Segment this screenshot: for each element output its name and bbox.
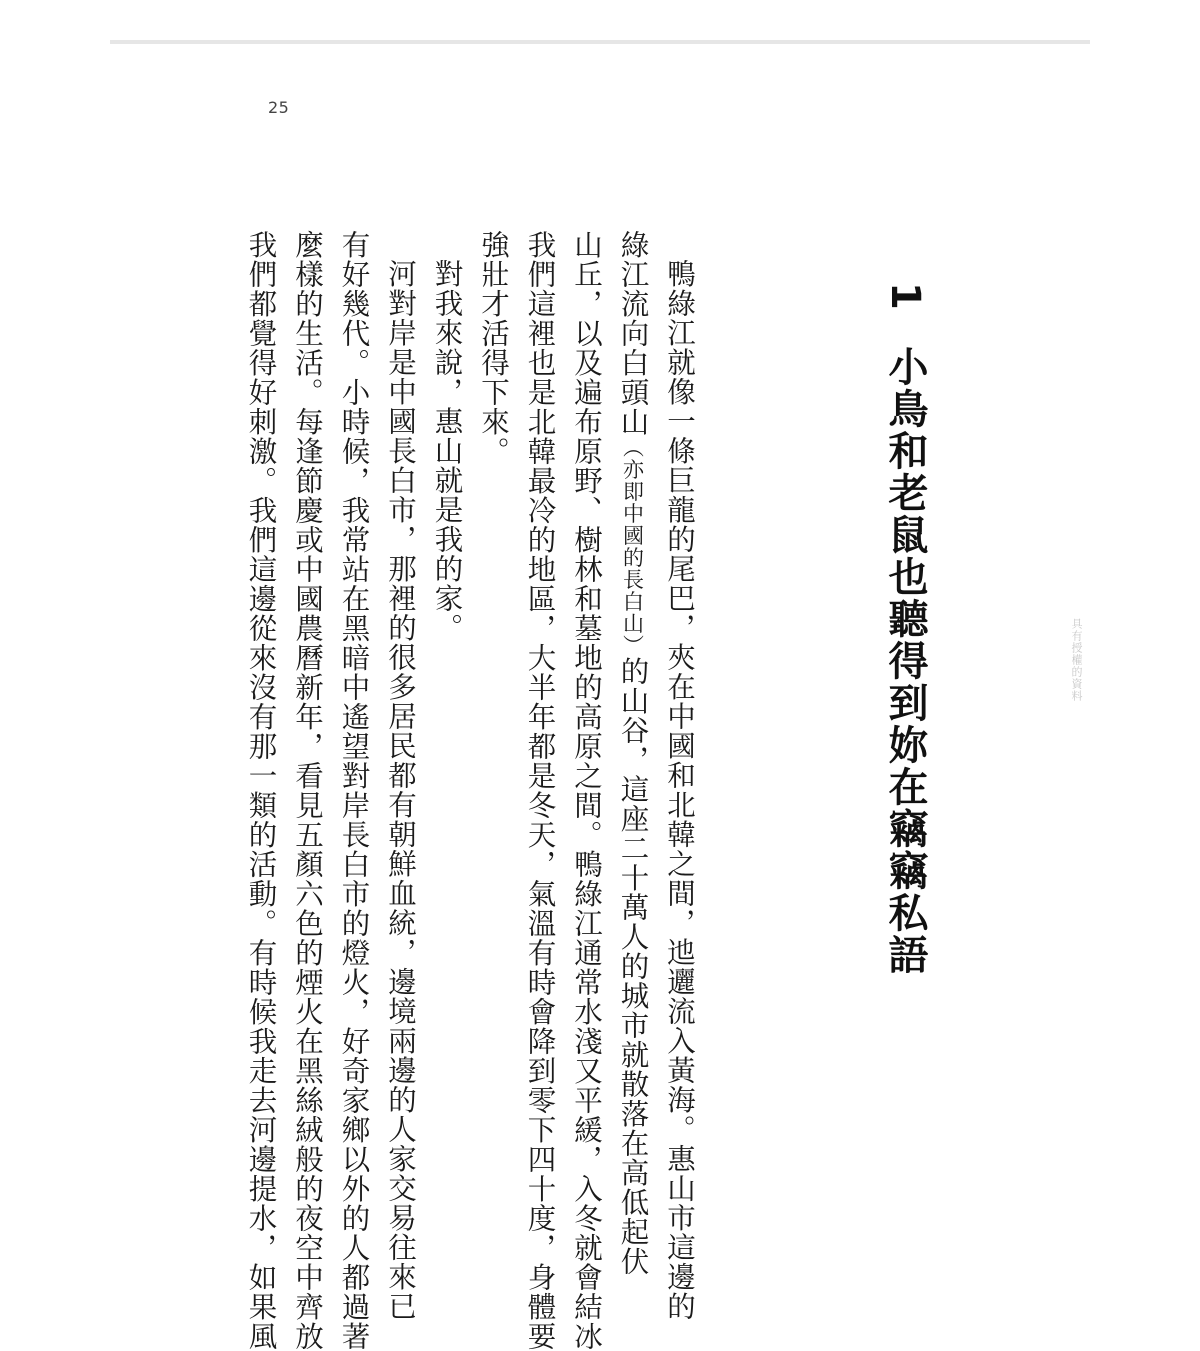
- page-number: 25: [268, 98, 290, 117]
- text-column: 對我來說，惠山就是我的家。: [430, 258, 464, 642]
- text-column: 強壯才活得下來。: [477, 230, 510, 466]
- text-column: 有好幾代。小時候，我常站在黑暗中遙望對岸長白市的燈火，好奇家鄉以外的人都過著: [337, 230, 371, 1351]
- text-column: 山丘，以及遍布原野、樹林和墓地的高原之間。鴨綠江通常水淺又平緩，入冬就會結冰: [570, 230, 603, 1351]
- body-text: [237, 230, 702, 1351]
- chapter-heading: [880, 282, 930, 976]
- side-watermark-note: 具有授權的資料: [1070, 618, 1083, 702]
- top-divider: [110, 40, 1090, 44]
- text-column: 河對岸是中國長白市，那裡的很多居民都有朝鮮血統，邊境兩邊的人家交易往來已: [384, 258, 417, 1321]
- text-column: 麼樣的生活。每逢節慶或中國農曆新年，看見五顏六色的煙火在黑絲絨般的夜空中齊放: [291, 230, 324, 1351]
- text-column: 我們都覺得好刺激。我們這邊從來沒有那一類的活動。有時候我走去河邊提水，如果風: [244, 230, 278, 1351]
- chapter-title: 小鳥和老鼠也聽得到妳在竊竊私語: [882, 345, 928, 976]
- chapter-number: 1: [882, 282, 928, 312]
- text-column: 我們這裡也是北韓最冷的地區，大半年都是冬天，氣溫有時會降到零下四十度，身體要: [523, 230, 557, 1351]
- text-column: 綠江流向白頭山（亦即中國的長白山）的山谷，這座二十萬人的城市就散落在高低起伏: [616, 230, 650, 1276]
- text-column: 鴨綠江就像一條巨龍的尾巴，夾在中國和北韓之間，迆邐流入黃海。惠山市這邊的: [663, 258, 696, 1321]
